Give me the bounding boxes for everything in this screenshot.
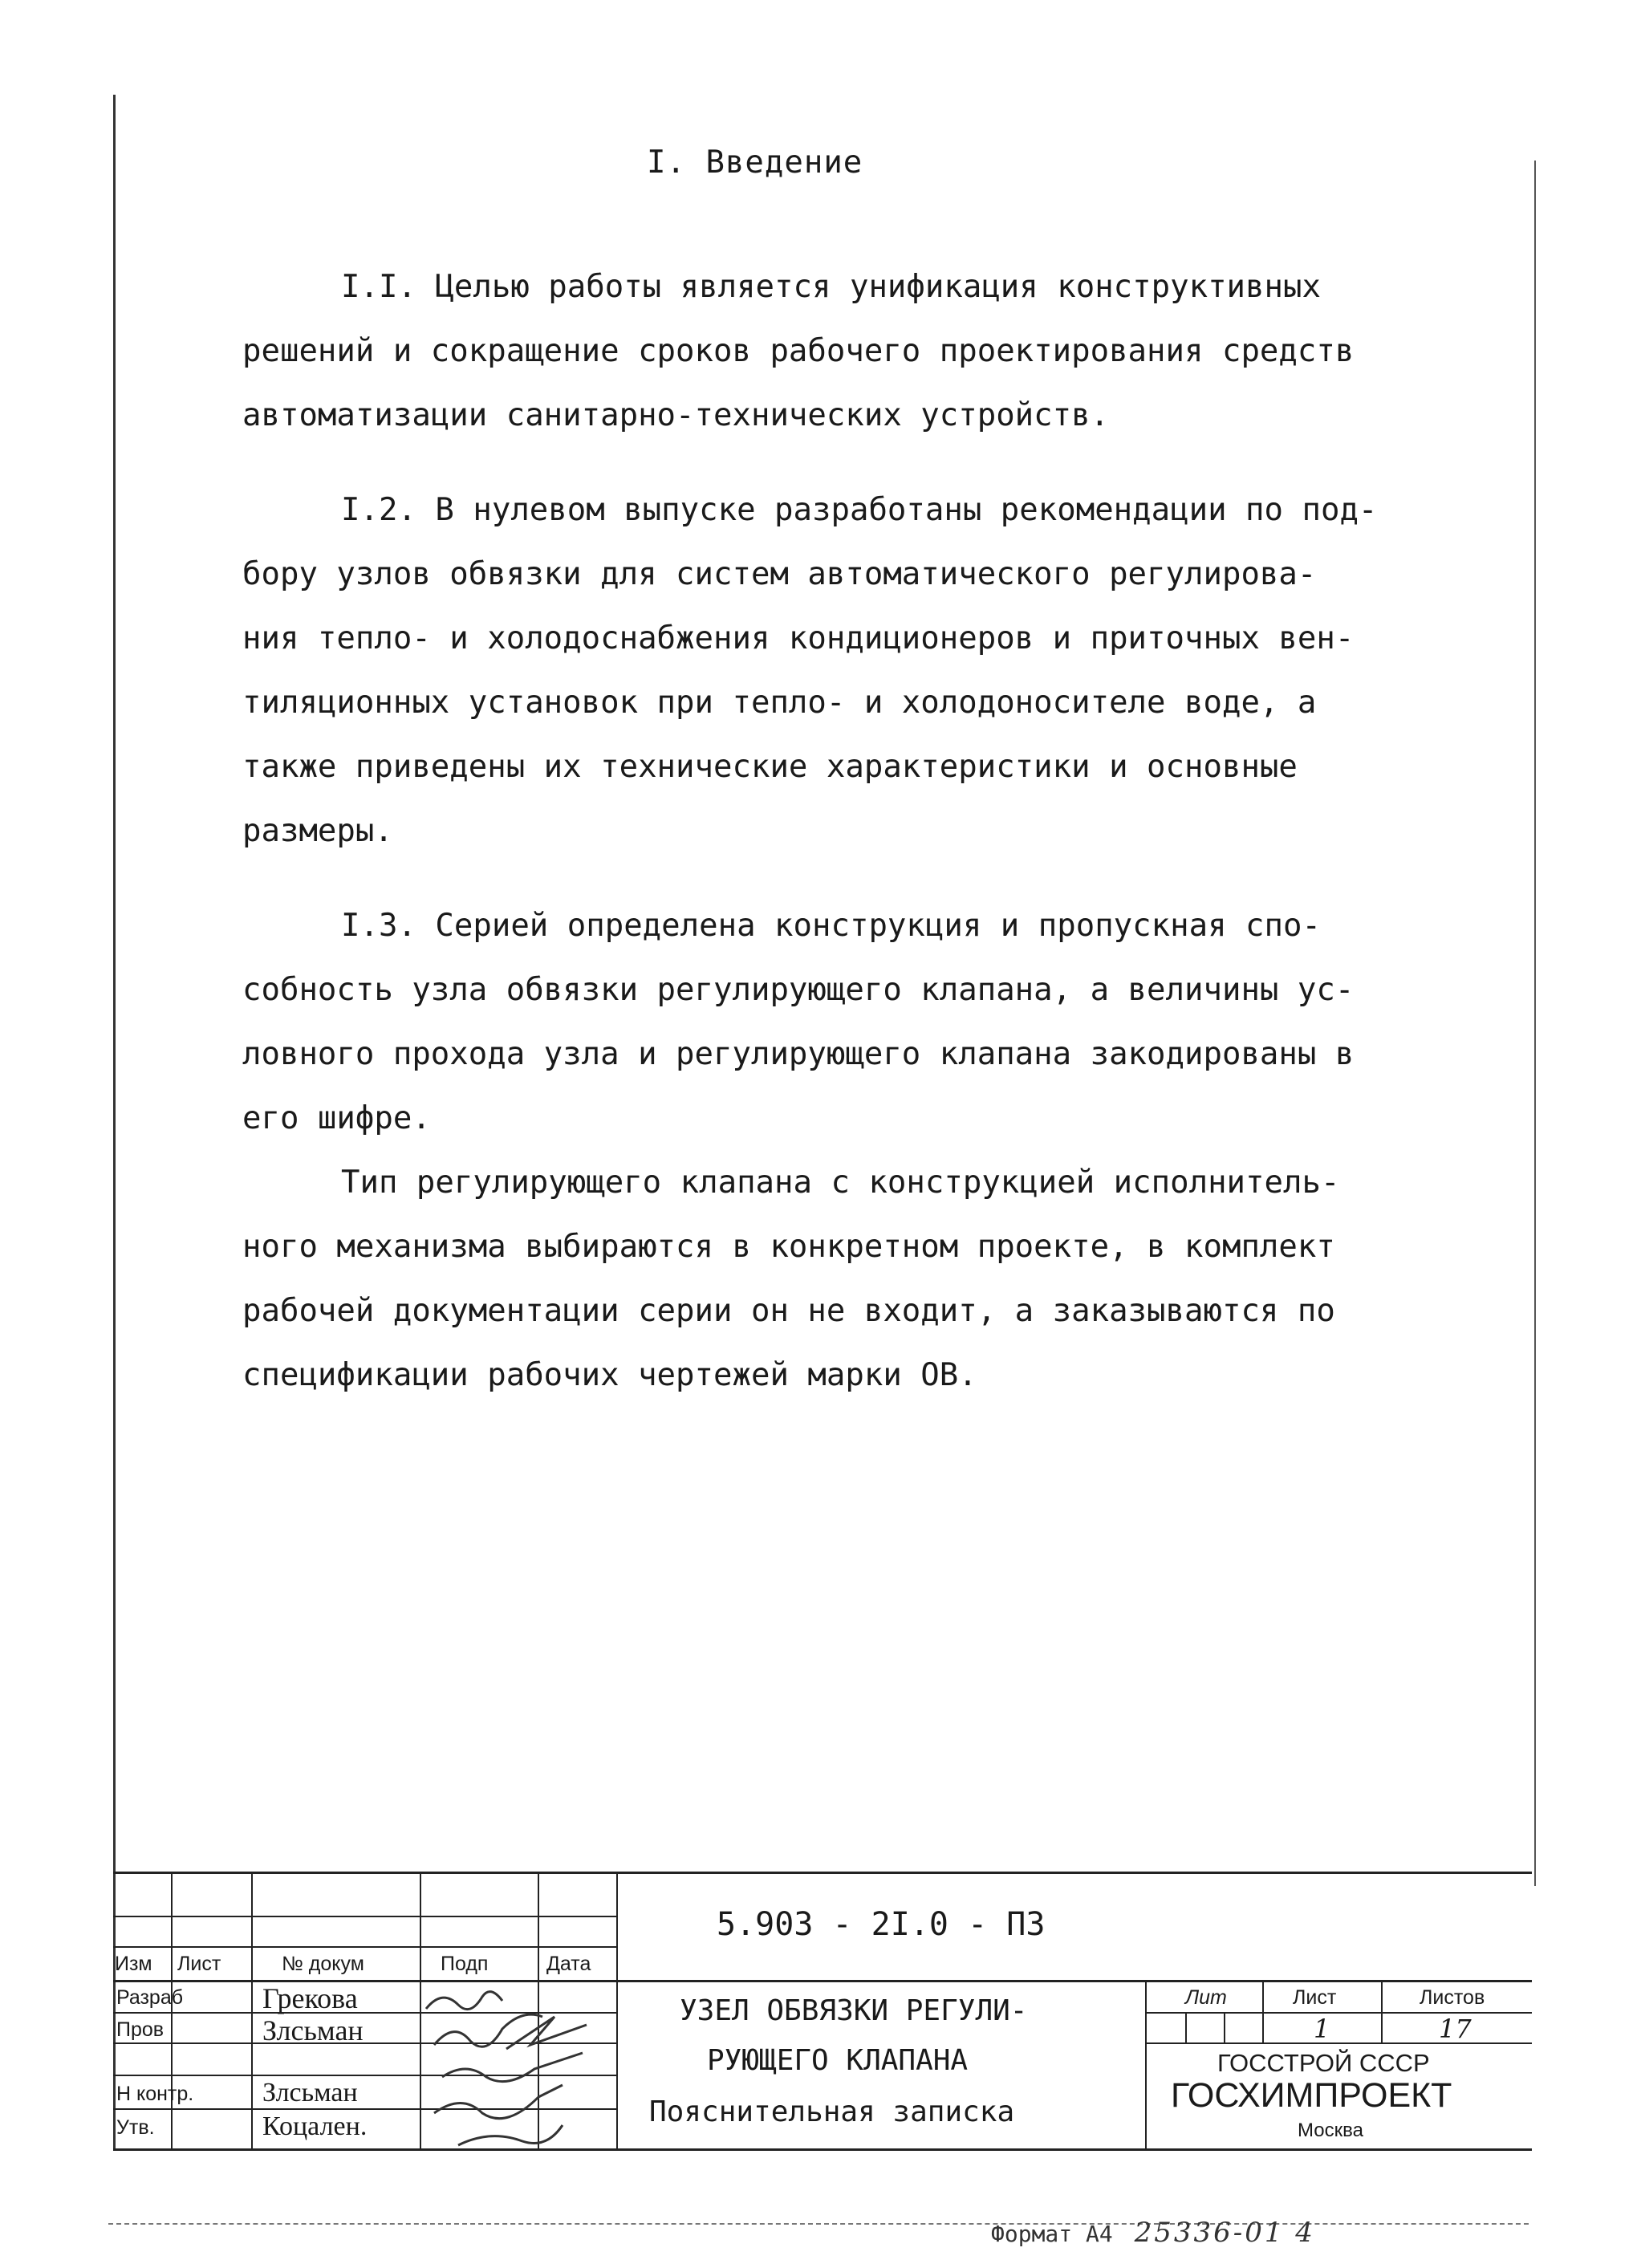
text-line: ния тепло- и холодоснабжения кондиционеров и приточных вен- <box>242 620 1355 656</box>
text-line: Тип регулирующего клапана с конструкцией исполнитель- <box>341 1164 1340 1201</box>
grid-line <box>1224 2012 1225 2042</box>
text-line: бору узлов обвязки для систем автоматического регулирова- <box>242 556 1317 592</box>
paragraph-1-3 <box>242 894 1462 1151</box>
org-line-2: ГОСХИМПРОЕКТ <box>1171 2076 1452 2115</box>
sheet-number: 1 <box>1314 2014 1330 2044</box>
title-block <box>113 1872 1532 2151</box>
grid-line <box>1145 1980 1147 2148</box>
role-developer: Разраб <box>116 1986 184 2009</box>
paragraph-1-2 <box>242 478 1462 864</box>
header-doc-no: № докум <box>282 1953 364 1975</box>
grid-line <box>113 1916 618 1917</box>
title-line-2: РУЮЩЕГО КЛАПАНА <box>707 2044 969 2077</box>
text-line: I.I. Целью работы является унификация конструктивных <box>341 269 1321 305</box>
grid-line <box>1145 2012 1532 2014</box>
role-approved: Утв. <box>116 2116 155 2139</box>
footer <box>991 2217 1315 2249</box>
name-approved: Коцален. <box>262 2112 368 2141</box>
document-code: 5.903 - 2I.0 - ПЗ <box>717 1906 1046 1943</box>
header-list: Лист <box>177 1953 221 1975</box>
signatures-image <box>410 1985 635 2153</box>
header-sign: Подп <box>441 1953 489 1975</box>
title-line-3: Пояснительная записка <box>649 2095 1015 2128</box>
org-line-1: ГОССТРОЙ СССР <box>1217 2049 1430 2077</box>
text-line: размеры. <box>242 813 393 849</box>
text-line: ного механизма выбираются в конкретном проекте, в комплект <box>242 1229 1335 1265</box>
header-sheets: Листов <box>1420 1986 1485 2009</box>
grid-line <box>1381 1980 1383 2042</box>
text-line: собность узла обвязки регулирующего клапана, а величины ус- <box>242 972 1355 1008</box>
inventory-number: 25336-01 4 <box>1134 2217 1315 2249</box>
format-label: Формат А4 <box>991 2221 1113 2247</box>
text-line: рабочей документации серии он не входит, а заказываются по <box>242 1293 1335 1329</box>
name-norm-control: Злсьман <box>262 2078 358 2107</box>
paragraph-1-1 <box>242 255 1462 448</box>
text-line: также приведены их технические характеристики и основные <box>242 749 1298 785</box>
org-city: Москва <box>1298 2120 1363 2141</box>
text-line: тиляционных установок при тепло- и холодоносителе воде, а <box>242 685 1317 721</box>
section-heading: I. Введение <box>647 144 863 181</box>
text-line: I.2. В нулевом выпуске разработаны рекомендации по под- <box>341 492 1378 528</box>
text-line: спецификации рабочих чертежей марки ОВ. <box>242 1357 977 1393</box>
text-line: автоматизации санитарно-технических устройств. <box>242 397 1110 433</box>
grid-line <box>1145 2042 1532 2044</box>
role-checker: Пров <box>116 2018 165 2041</box>
name-developer: Грекова <box>262 1982 358 2014</box>
sheets-total: 17 <box>1439 2014 1472 2044</box>
role-norm-control: Н контр. <box>116 2083 194 2105</box>
grid-line <box>1262 1980 1264 2042</box>
grid-line <box>113 1946 618 1948</box>
header-izm: Изм <box>115 1953 152 1975</box>
page-frame-right <box>1534 161 1536 1886</box>
text-line: его шифре. <box>242 1100 431 1136</box>
bottom-dashed-line <box>108 2223 1529 2225</box>
name-checker: Злсьман <box>262 2014 364 2046</box>
header-date: Дата <box>546 1953 591 1975</box>
text-line: I.3. Серией определена конструкция и пропускная спо- <box>341 908 1321 944</box>
body-text <box>242 255 1462 1408</box>
title-line-1: УЗЕЛ ОБВЯЗКИ РЕГУЛИ- <box>680 1994 1028 2027</box>
text-line: решений и сокращение сроков рабочего проектирования средств <box>242 333 1355 369</box>
grid-line <box>1185 2012 1187 2042</box>
paragraph-valve-type <box>242 1151 1462 1408</box>
grid-line <box>251 1946 253 2148</box>
text-line: ловного прохода узла и регулирующего клапана закодированы в <box>242 1036 1355 1072</box>
page-frame-left <box>113 95 116 2149</box>
header-lit: Лит <box>1185 1986 1227 2009</box>
header-sheet: Лист <box>1293 1986 1337 2009</box>
